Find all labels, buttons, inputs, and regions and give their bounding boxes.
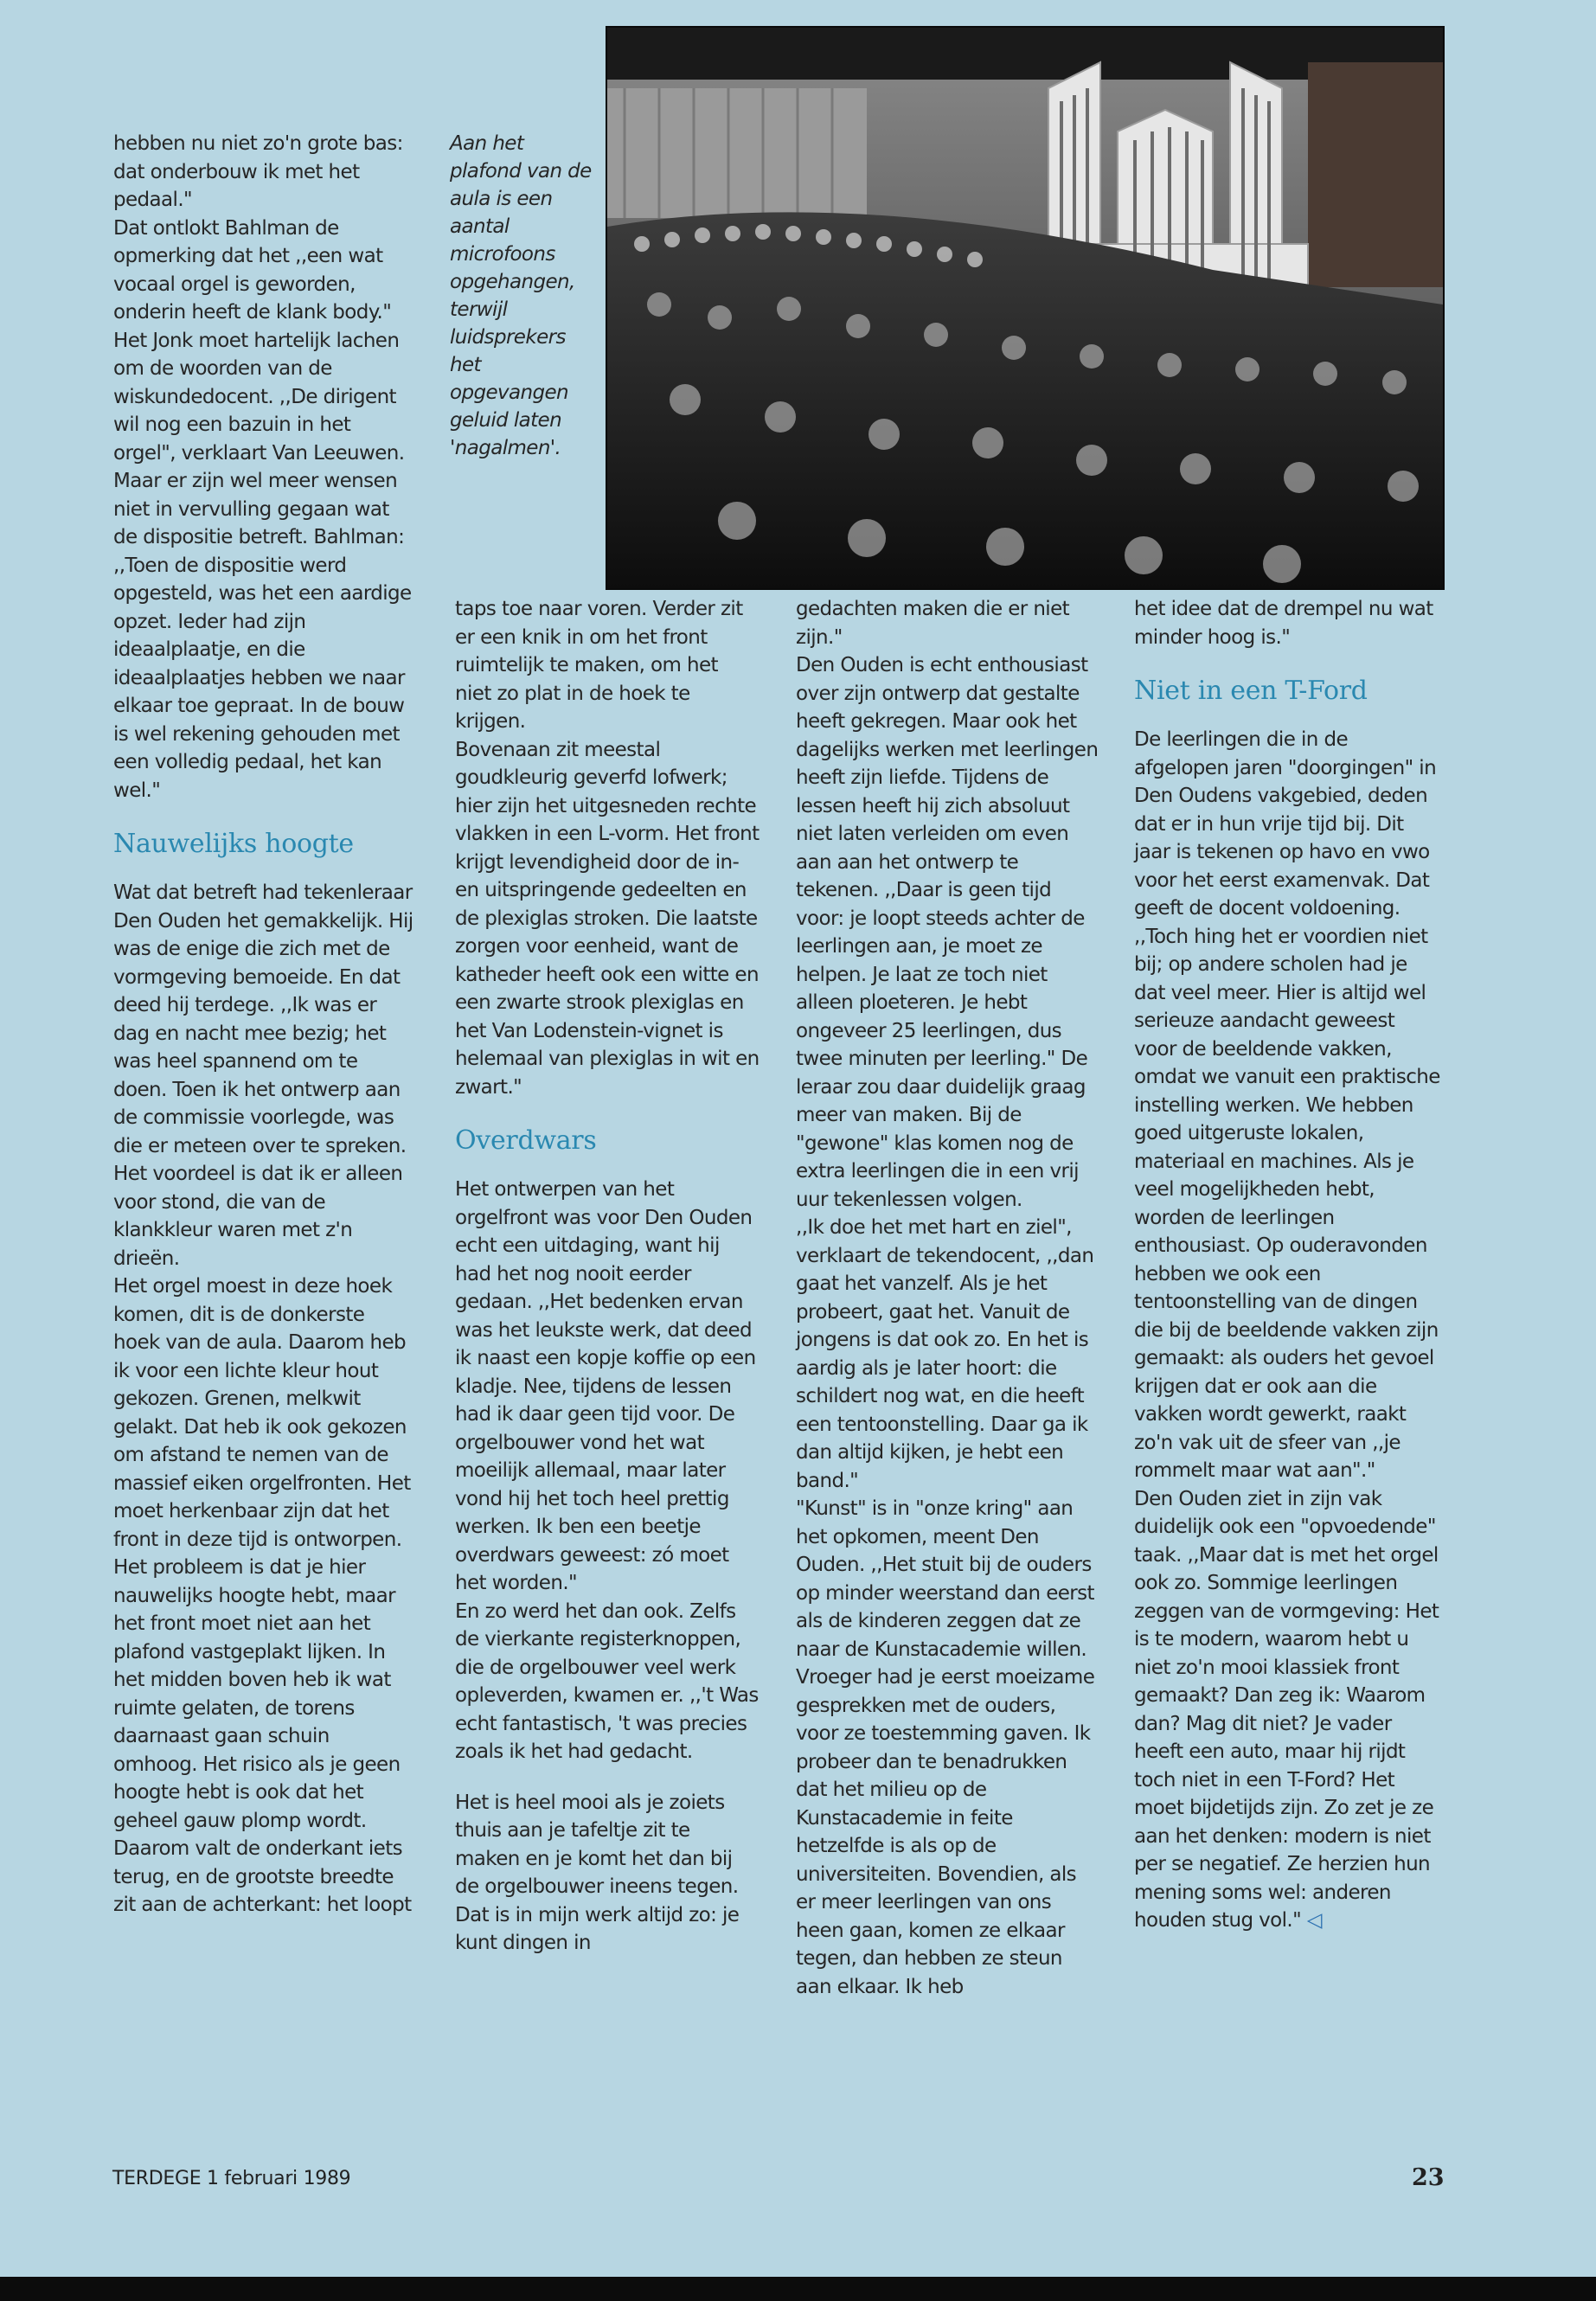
- article-column-1: [113, 130, 414, 1920]
- paragraph: Het probleem is dat je hier nauwelijks hoogte hebt, maar het front moet niet aan het plafond vastgeplakt lijken. In het midden boven heb ik wat ruimte gelaten, de torens daarnaast gaan schuin omhoog. Het risico als je geen hoogte hebt is ook dat het geheel gauw plomp wordt. Daarom valt de onderkant iets terug, en de grootste breedte zit aan de achterkant: het loopt: [113, 1556, 412, 1916]
- paragraph: het idee dat de drempel nu wat minder hoog is.": [1134, 598, 1433, 649]
- subheading-niet-in-een-t-ford: Niet in een T-Ford: [1134, 676, 1368, 706]
- paragraph: Het is heel mooi als je zoiets thuis aan je tafeltje zit te maken en je komt het dan bij de orgelbouwer ineens tegen. Dat is in mijn werk altijd zo: je kunt dingen in: [455, 1791, 740, 1954]
- paragraph: hebben nu niet zo'n grote bas: dat onderbouw ik met het pedaal.": [113, 132, 403, 211]
- paragraph: Wat dat betreft had tekenleraar Den Ouden het gemakkelijk. Hij was de enige die zich met de vormgeving bemoeide. En dat deed hij terdege. ,,Ik was er dag en nacht mee bezig; het was heel spannend om te doen. Toen ik het ontwerp aan de commissie voorlegde, was die er meteen over te spreken. Het voordeel is dat ik er alleen voor stond, die van de klankkleur waren met z'n drieën.: [113, 881, 413, 1270]
- page-number: 23: [1412, 2164, 1445, 2191]
- paragraph: "Kunst" is in "onze kring" aan het opkomen, meent Den Ouden. ,,Het stuit bij de ouders op minder weerstand dan eerst als de kinderen zeggen dat ze naar de Kunstacademie willen. Vroeger had je eerst moeizame gesprekken met de ouders, voor ze toestemming gaven. Ik probeer dan te benadrukken dat het milieu op de Kunstacademie in feite hetzelfde is als op de universiteiten. Bovendien, als er meer leerlingen van ons heen gaan, komen ze elkaar tegen, dan hebben ze steun aan elkaar. Ik heb: [796, 1497, 1095, 1998]
- paragraph: taps toe naar voren. Verder zit er een knik in om het front ruimtelijk te maken, om het niet zo plat in de hoek te krijgen.: [455, 598, 743, 733]
- article-column-3: [796, 595, 1100, 2001]
- paragraph: gedachten maken die er niet zijn.": [796, 598, 1070, 649]
- paragraph: Dat ontlokt Bahlman de opmerking dat het ,,een wat vocaal orgel is geworden, onderin heeft de klank body." Het Jonk moet hartelijk lachen om de woorden van de wiskundedocent. ,,De dirigent wil nog een bazuin in het orgel", verklaart Van Leeuwen. Maar er zijn wel meer wensen niet in vervulling gegaan wat de dispositie betreft. Bahlman: ,,Toen de dispositie werd opgesteld, was het een aardige opzet. Ieder had zijn ideaalplaatje, en die ideaalplaatjes hebben we naar elkaar toe gepraat. In de bouw is wel rekening gehouden met een volledig pedaal, het kan wel.": [113, 216, 412, 802]
- paragraph: ,,Ik doe het met hart en ziel", verklaart de tekendocent, ,,dan gaat het vanzelf. Als je het probeert, gaat het. Vanuit de jongens is dat ook zo. En het is aardig als je later hoort: die schildert nog wat, en die heeft een tentoonstelling. Daar ga ik dan altijd kijken, je hebt een band.": [796, 1216, 1094, 1492]
- subheading-nauwelijks-hoogte: Nauwelijks hoogte: [113, 829, 354, 859]
- paragraph: En zo werd het dan ook. Zelfs de vierkante registerknoppen, die de orgelbouwer veel werk opleverden, kwamen er. ,,'t Was echt fantastisch, 't was precies zoals ik het had gedacht.: [455, 1599, 759, 1763]
- paragraph: Den Ouden is echt enthousiast over zijn ontwerp dat gestalte heeft gekregen. Maar ook het dagelijks werken met leerlingen heeft zijn liefde. Tijdens de lessen heeft hij zich absoluut niet laten verleiden om even aan aan het ontwerp te tekenen. ,,Daar is geen tijd voor: je loopt steeds achter de leerlingen aan, je moet ze helpen. Je laat ze toch niet alleen ploeteren. Je hebt ongeveer 25 leerlingen, dus twee minuten per leerling." De leraar zou daar duidelijk graag meer van maken. Bij de "gewone" klas komen nog de extra leerlingen die in een vrij uur tekenlessen volgen.: [796, 654, 1099, 1211]
- article-column-2: [455, 595, 760, 1958]
- article-column-4: [1134, 595, 1442, 1935]
- concert-photo-illustration: [607, 28, 1443, 588]
- paragraph: Het orgel moest in deze hoek komen, dit is de donkerste hoek van de aula. Daarom heb ik voor een lichte kleur hout gekozen. Grenen, melkwit gelakt. Dat heb ik ook gekozen om afstand te nemen van de massief eiken orgelfronten. Het moet herkenbaar zijn dat het front in deze tijd is ontworpen.: [113, 1275, 411, 1551]
- paragraph: Het ontwerpen van het orgelfront was voor Den Ouden echt een uitdaging, want hij had het nog nooit eerder gedaan. ,,Het bedenken ervan was het leukste werk, dat deed ik naast een kopje koffie op een kladje. Nee, tijdens de lessen had ik daar geen tijd voor. De orgelbouwer vond het wat moeilijk allemaal, maar later vond hij het toch heel prettig werken. Ik ben een beetje overdwars geweest: zó moet het worden.": [455, 1178, 756, 1594]
- paragraph: Bovenaan zit meestal goudkleurig geverfd lofwerk; hier zijn het uitgesneden rechte vlakken in een L-vorm. Het front krijgt levendigheid door de in- en uitspringende gedeelten en de plexiglas stroken. Die laatste zorgen voor eenheid, want de katheder heeft ook een witte en een zwarte strook plexiglas en het Van Lodenstein-vignet is helemaal van plexiglas in wit en zwart.": [455, 738, 760, 1099]
- concert-photo: [606, 26, 1445, 590]
- scan-bottom-border: [0, 2277, 1596, 2301]
- paragraph: [1134, 1485, 1442, 1935]
- paragraph-text: Den Ouden ziet in zijn vak duidelijk ook een "opvoedende" taak. ,,Maar dat is met het orgel ook zo. Sommige leerlingen zeggen van de vormgeving: Het is te modern, waarom hebt u niet zo'n mooi klassiek front gemaakt? Dan zeg ik: Waarom dan? Mag dit niet? Je vader heeft een auto, maar hij rijdt toch niet in een T-Ford? Het moet bijdetijds zijn. Zo zet je ze aan het denken: modern is niet per se negatief. Ze herzien hun mening soms wel: anderen houden stug vol.": [1134, 1487, 1439, 1932]
- subheading-overdwars: Overdwars: [455, 1125, 597, 1156]
- paragraph-gap: [455, 1766, 760, 1789]
- end-of-article-mark: ◁: [1306, 1909, 1322, 1932]
- footer-publication: TERDEGE 1 februari 1989: [112, 2168, 351, 2189]
- photo-caption: Aan het plafond van de aula is een aantal microfoons opgehangen, terwijl luidsprekers het opgevangen geluid laten 'nagalmen'.: [450, 132, 592, 459]
- paragraph: De leerlingen die in de afgelopen jaren "doorgingen" in Den Oudens vakgebied, deden dat er in hun vrije tijd bij. Dit jaar is tekenen op havo en vwo voor het eerst examenvak. Dat geeft de docent voldoening. ,,Toch hing het er voordien niet bij; op andere scholen had je dat veel meer. Hier is altijd wel serieuze aandacht geweest voor de beeldende vakken, omdat we vanuit een praktische instelling werken. We hebben goed uitgeruste lokalen, materiaal en machines. Als je veel mogelijkheden hebt, worden de leerlingen enthousiast. Op ouderavonden hebben we ook een tentoonstelling van de dingen die bij de beeldende vakken zijn gemaakt: als ouders het gevoel krijgen dat er ook aan die vakken wordt gewerkt, raakt zo'n vak uit de sfeer van ,,je rommelt maar wat aan".": [1134, 728, 1440, 1482]
